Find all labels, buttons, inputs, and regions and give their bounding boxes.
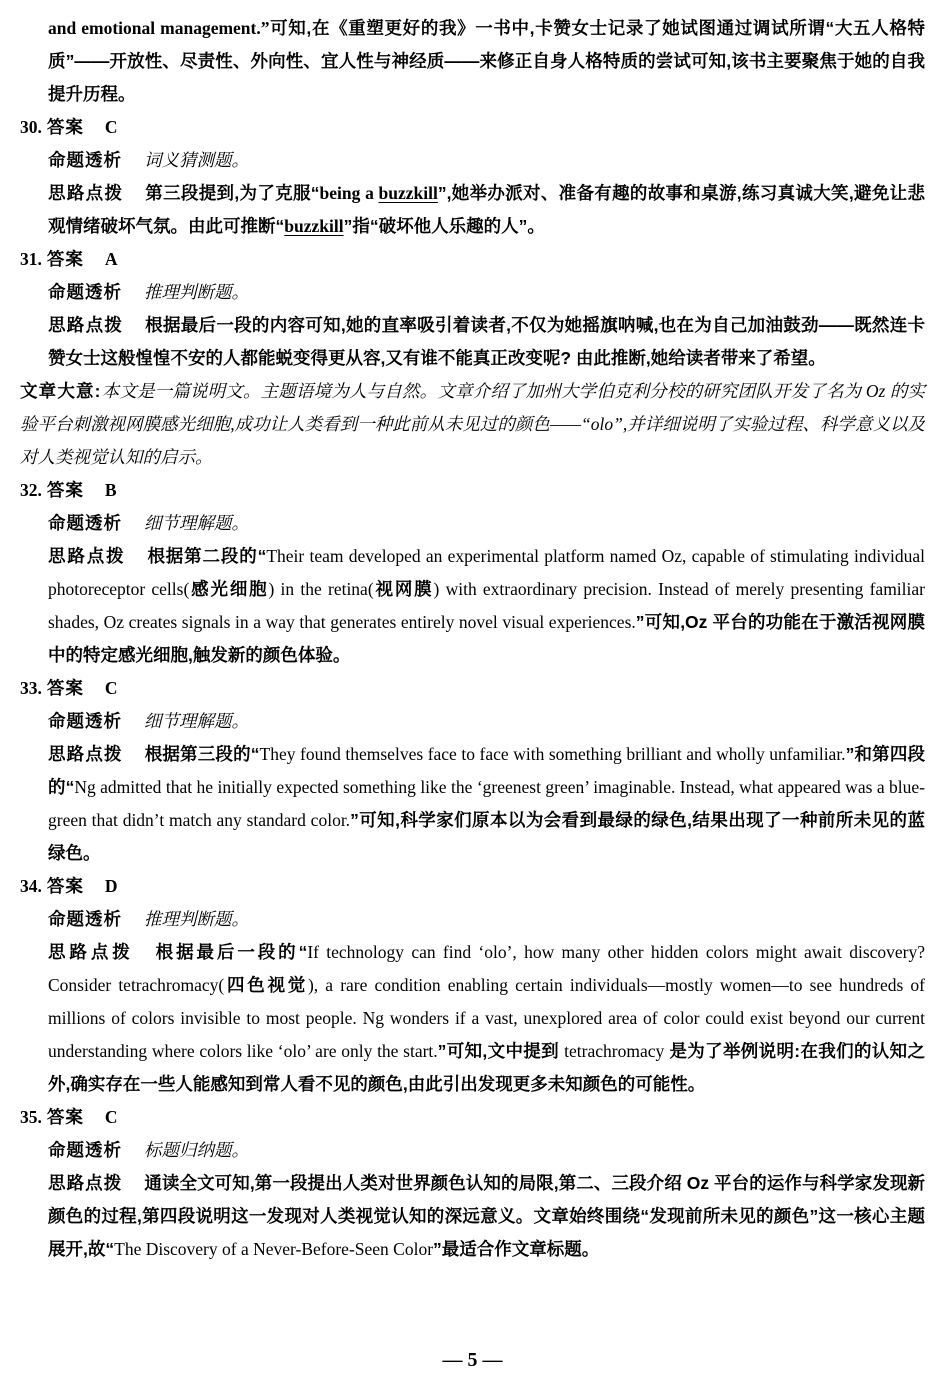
analysis-text: 细节理解题。 bbox=[144, 711, 249, 731]
tip-label: 思路点拨 bbox=[48, 744, 123, 764]
tip-text: ”,她举办派对、准备有趣的故事和桌游,练习真诚大笑,避免让悲观情绪破坏气氛。由此可推断“ bbox=[48, 183, 925, 236]
tip-english: They found themselves face to face with something brilliant and wholly unfamiliar. bbox=[259, 744, 846, 764]
analysis-line-33 bbox=[48, 705, 925, 738]
answer-line-30 bbox=[20, 111, 925, 144]
tip-english: If technology can find ‘olo’, how many other hidden colors might await discovery? Consider tetrachromacy( bbox=[48, 942, 926, 995]
answer-line-32 bbox=[20, 474, 925, 507]
analysis-label: 命题透析 bbox=[48, 711, 122, 731]
analysis-text: 推理判断题。 bbox=[144, 282, 249, 302]
answer-line-35 bbox=[20, 1101, 925, 1134]
tip-english: ) with extraordinary precision. Instead of merely presenting familiar shades, Oz creates signals in a way that generates entirely novel visual experiences. bbox=[48, 579, 925, 632]
analysis-text: 词义猜测题。 bbox=[144, 150, 249, 170]
tip-label: 思路点拨 bbox=[48, 942, 134, 962]
tip-text: ”可知,文中提到 bbox=[437, 1041, 565, 1061]
tip-text: ”可知,Oz 平台的功能在于激活视网膜中的特定感光细胞,触发新的颜色体验。 bbox=[48, 612, 925, 665]
answer-line-31 bbox=[20, 243, 925, 276]
tip-paragraph-33 bbox=[48, 738, 925, 870]
analysis-text: 标题归纳题。 bbox=[144, 1140, 249, 1160]
tip-english: Ng admitted that he initially expected something like the ‘greenest green’ imaginable. Instead, what appeared was a blue-green that didn’t match any standard color. bbox=[48, 777, 926, 830]
tip-text: 根据第三段的“ bbox=[144, 744, 260, 764]
answer-line-33 bbox=[20, 672, 925, 705]
analysis-label: 命题透析 bbox=[48, 513, 122, 533]
question-number: 35. bbox=[20, 1107, 42, 1127]
summary-label: 文章大意 bbox=[20, 381, 95, 401]
tip-text: ”可知,科学家们原本以为会看到最绿的绿色,结果出现了一种前所未见的蓝绿色。 bbox=[48, 810, 925, 863]
tip-paragraph-31 bbox=[48, 309, 925, 375]
analysis-text: 推理判断题。 bbox=[144, 909, 249, 929]
tip-english: The Discovery of a Never-Before-Seen Color bbox=[114, 1239, 434, 1259]
answer-label: 答案 bbox=[46, 678, 84, 698]
tip-english: being a bbox=[319, 183, 379, 203]
question-number: 33. bbox=[20, 678, 42, 698]
page-body bbox=[0, 12, 945, 1266]
tip-text: 通读全文可知,第一段提出人类对世界颜色认知的局限,第二、三段介绍 Oz 平台的运作与科学家发现新颜色的过程,第四段说明这一发现对人类视觉认知的深远意义。文章始终围绕“发现前所未见的颜色”这一核心主题展开,故“ bbox=[48, 1173, 925, 1259]
tip-english: Their team developed an experimental platform named Oz, capable of stimulating individual photoreceptor cells( bbox=[48, 546, 926, 599]
passage-summary bbox=[20, 375, 925, 474]
tip-paragraph-35 bbox=[48, 1167, 925, 1266]
question-34-block bbox=[20, 870, 926, 1101]
analysis-label: 命题透析 bbox=[48, 909, 122, 929]
tip-text: 根据最后一段的“ bbox=[155, 942, 308, 962]
carryover-paragraph bbox=[48, 12, 925, 111]
answer-letter: D bbox=[104, 876, 118, 896]
tip-gloss: 四色视觉 bbox=[224, 975, 308, 995]
tip-english: ), a rare condition enabling certain individuals—mostly women—to see hundreds of millions of colors invisible to most people. Ng wonders if a vast, unexplored area of color could exist beyond our current understanding where colors like ‘olo’ are only the start. bbox=[48, 975, 925, 1061]
answer-label: 答案 bbox=[46, 117, 84, 137]
analysis-label: 命题透析 bbox=[48, 282, 122, 302]
question-number: 32. bbox=[20, 480, 42, 500]
analysis-label: 命题透析 bbox=[48, 150, 122, 170]
tip-text: ”最适合作文章标题。 bbox=[433, 1239, 600, 1259]
analysis-line-30 bbox=[48, 144, 925, 177]
answer-label: 答案 bbox=[46, 249, 84, 269]
answer-label: 答案 bbox=[46, 876, 84, 896]
answer-letter: C bbox=[104, 678, 118, 698]
tip-gloss: 视网膜 bbox=[373, 579, 434, 599]
answer-letter: C bbox=[104, 1107, 118, 1127]
analysis-line-34 bbox=[48, 903, 925, 936]
carryover-chinese: 可知,在《重塑更好的我》一书中,卡赞女士记录了她试图通过调试所谓“大五人格特质”——开放性、尽责性、外向性、宜人性与神经质——来修正自身人格特质的尝试可知,该书主要聚焦于她的自我提升历程。 bbox=[48, 18, 925, 104]
analysis-label: 命题透析 bbox=[48, 1140, 122, 1160]
question-35-block bbox=[20, 1101, 925, 1266]
tip-label: 思路点拨 bbox=[48, 546, 126, 566]
tip-label: 思路点拨 bbox=[48, 183, 124, 203]
question-number: 31. bbox=[20, 249, 42, 269]
tip-text: 根据第二段的“ bbox=[147, 546, 267, 566]
tip-english-underlined: buzzkill bbox=[284, 216, 344, 236]
answer-label: 答案 bbox=[46, 1107, 84, 1127]
tip-text: 第三段提到,为了克服“ bbox=[145, 183, 320, 203]
tip-english: ) in the retina( bbox=[268, 579, 374, 599]
tip-text: ”指“破坏他人乐趣的人”。 bbox=[343, 216, 545, 236]
tip-text: 是为了举例说明:在我们的认知之外,确实存在一些人能感知到常人看不见的颜色,由此引出发现更多未知颜色的可能性。 bbox=[48, 1041, 925, 1094]
tip-label: 思路点拨 bbox=[48, 1173, 123, 1193]
carryover-english: and emotional management.” bbox=[48, 18, 270, 38]
page-number: — 5 — bbox=[442, 1349, 503, 1371]
question-32-block bbox=[20, 474, 926, 672]
answer-letter: B bbox=[104, 480, 117, 500]
tip-english-underlined: buzzkill bbox=[378, 183, 438, 203]
question-number: 30. bbox=[20, 117, 42, 137]
answer-line-34 bbox=[20, 870, 925, 903]
tip-english: tetrachromacy bbox=[564, 1041, 665, 1061]
answer-label: 答案 bbox=[46, 480, 84, 500]
tip-label: 思路点拨 bbox=[48, 315, 124, 335]
tip-text: 根据最后一段的内容可知,她的直率吸引着读者,不仅为她摇旗呐喊,也在为自己加油鼓劲——既然连卡赞女士这般惶惶不安的人都能蜕变得更从容,又有谁不能真正改变呢? 由此推断,她给读者带来了希望。 bbox=[48, 315, 926, 368]
analysis-line-31 bbox=[48, 276, 925, 309]
summary-text: 本文是一篇说明文。主题语境为人与自然。文章介绍了加州大学伯克利分校的研究团队开发了名为 Oz 的实验平台刺激视网膜感光细胞,成功让人类看到一种此前从未见过的颜色——“olo”,并详细说明了实验过程、科学意义以及对人类视觉认知的启示。 bbox=[20, 381, 925, 467]
answer-letter: C bbox=[104, 117, 118, 137]
tip-gloss: 感光细胞 bbox=[189, 579, 269, 599]
question-number: 34. bbox=[20, 876, 42, 896]
analysis-line-32 bbox=[48, 507, 925, 540]
tip-paragraph-30 bbox=[48, 177, 925, 243]
analysis-text: 细节理解题。 bbox=[144, 513, 249, 533]
analysis-line-35 bbox=[48, 1134, 925, 1167]
tip-text: ”和第四段的“ bbox=[48, 744, 926, 797]
answer-letter: A bbox=[104, 249, 118, 269]
question-31-block bbox=[20, 243, 926, 375]
question-30-block bbox=[20, 111, 925, 243]
tip-paragraph-34 bbox=[48, 936, 925, 1101]
tip-paragraph-32 bbox=[48, 540, 925, 672]
question-33-block bbox=[20, 672, 926, 870]
summary-colon: : bbox=[94, 381, 102, 401]
